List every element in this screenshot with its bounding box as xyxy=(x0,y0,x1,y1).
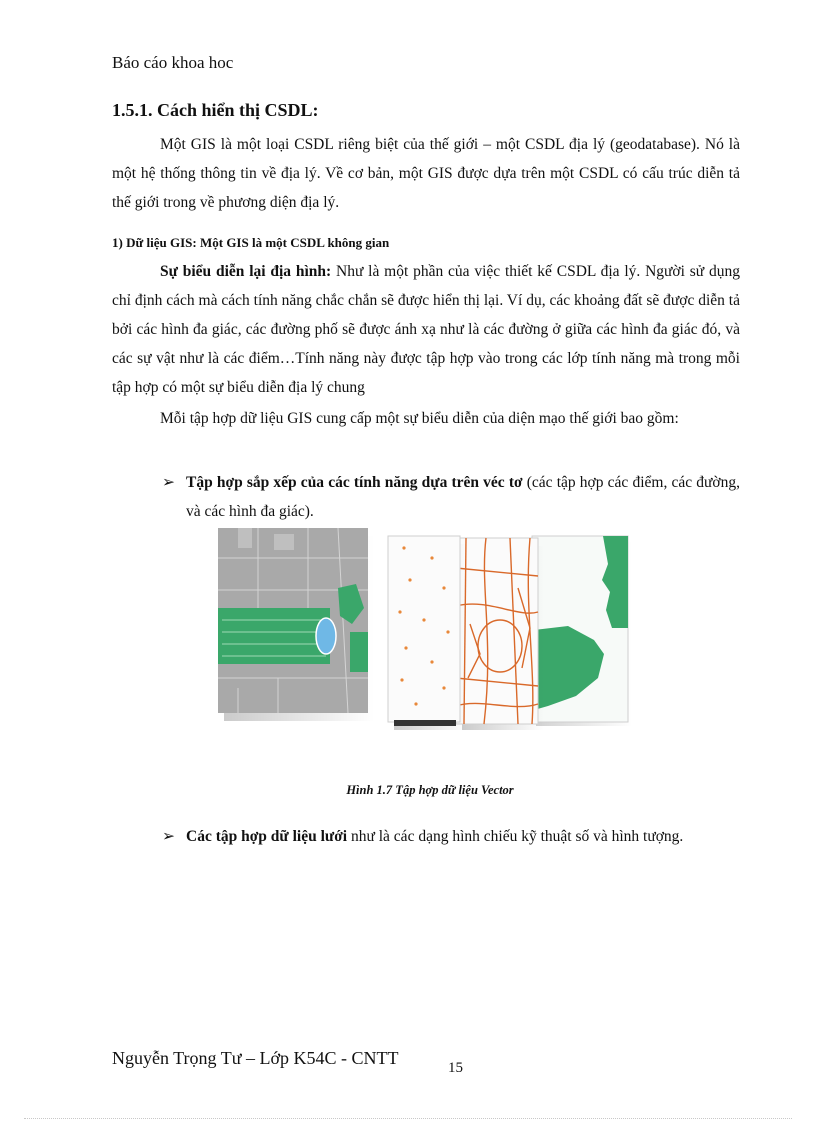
terrain-paragraph xyxy=(112,257,740,402)
dataset-paragraph: Mỗi tập hợp dữ liệu GIS cung cấp một sự biểu diễn của diện mạo thế giới bao gồm: xyxy=(160,410,679,427)
layer-points xyxy=(388,536,466,730)
bullet-vector-content xyxy=(186,468,740,526)
figure-caption: Hình 1.7 Tập hợp dữ liệu Vector xyxy=(346,783,514,797)
layer-edge xyxy=(394,720,456,726)
layer-base-map xyxy=(218,528,374,721)
vector-layers-illustration xyxy=(218,528,632,733)
page-number: 15 xyxy=(448,1060,463,1076)
intro-paragraph: Một GIS là một loại CSDL riêng biệt của thế giới – một CSDL địa lý (geodatabase). Nó là một hệ thống thông tin về địa lý. Về cơ bản, một GIS được dựa trên một CSDL có cấu trúc diễn tả thế giới trong về phương diện địa lý. xyxy=(112,136,740,211)
layer-streets xyxy=(456,538,544,730)
vector-layers-figure xyxy=(218,528,632,733)
bullet-raster-content xyxy=(186,822,740,851)
terrain-term: Sự biểu diễn lại địa hình: xyxy=(160,263,332,280)
bullet-vector-term: Tập hợp sắp xếp của các tính năng dựa trên véc tơ xyxy=(186,474,523,491)
bullet-raster xyxy=(162,822,740,851)
footer-author: Nguyễn Trọng Tư – Lớp K54C - CNTT xyxy=(112,1048,399,1068)
bullet-vector-text: (các tập hợp các điểm, các đường, và các hình đa giác). xyxy=(186,474,740,520)
subheading: 1) Dữ liệu GIS: Một GIS là một CSDL không gian xyxy=(112,235,390,250)
layer-polygons xyxy=(532,536,632,726)
bullet-arrow-icon: ➢ xyxy=(162,828,175,845)
bullet-arrow-icon: ➢ xyxy=(162,474,175,491)
bullet-vector xyxy=(162,468,740,526)
section-heading: 1.5.1. Cách hiển thị CSDL: xyxy=(112,100,319,120)
document-header: Báo cáo khoa hoc xyxy=(112,53,234,72)
bullet-raster-text: như là các dạng hình chiếu kỹ thuật số và hình tượng. xyxy=(347,828,684,845)
page-bottom-divider xyxy=(24,1118,792,1119)
terrain-text: Như là một phần của việc thiết kế CSDL địa lý. Người sử dụng chỉ định cách mà cách tính năng chắc chắn sẽ được hiển thị lại. Ví dụ, các khoảng đất sẽ được diễn tả bởi các hình đa giác, các đường phố sẽ được ánh xạ như là các đường ở giữa các hình đa giác đó, và các sự vật như là các điểm…Tính năng này được tập hợp vào trong các lớp tính năng mà trong mỗi tập hợp có một sự biểu diễn địa lý chung xyxy=(112,263,740,396)
bullet-raster-term: Các tập hợp dữ liệu lưới xyxy=(186,828,348,845)
